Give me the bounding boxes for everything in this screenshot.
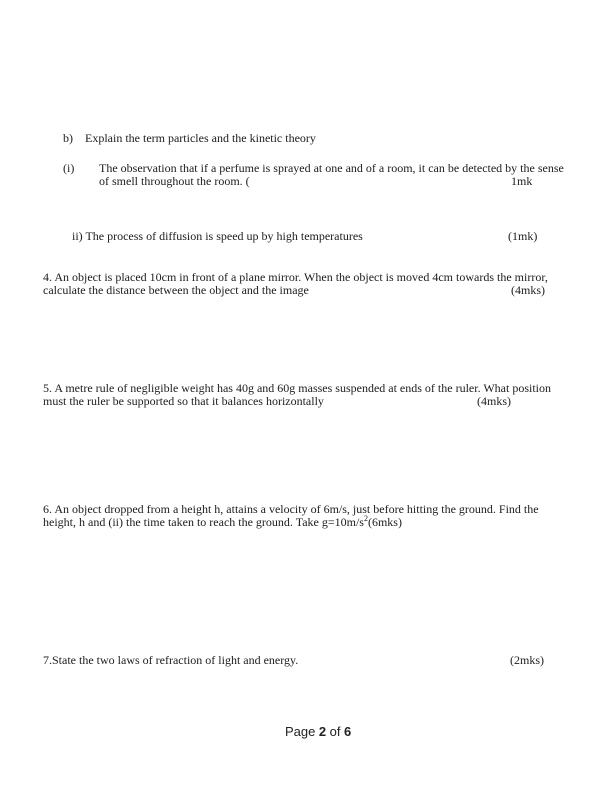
page-footer [285,725,351,739]
item-i-marks: 1mk [511,174,533,189]
item-ii-marks: (1mk) [508,229,538,244]
footer-page-number: 2 [318,724,327,739]
part-b-label: b) [63,131,73,145]
item-i-label: (i) [63,161,75,175]
q5-line1: 5. A metre rule of negligible weight has 40g and 60g masses suspended at ends of the ruler. What position [43,381,552,395]
question-item-ii [72,230,612,243]
item-ii-text: ii) The process of diffusion is speed up by high temperatures [72,229,363,244]
part-b-text: Explain the term particles and the kinetic theory [85,131,316,145]
q4-line1: 4. An object is placed 10cm in front of a plane mirror. When the object is moved 4cm towards the mirror, [43,270,548,284]
q4-line2 [43,284,548,297]
question-5 [43,382,551,409]
q5-marks: (4mks) [477,394,511,409]
footer-word-page: Page [285,724,316,739]
q4-marks: (4mks) [511,283,545,298]
q6-line2-text: height, h and (ii) the time taken to reach the ground. Take g=10m/s [43,515,364,530]
question-part-b [63,132,612,145]
q5-line2-text: must the ruler be supported so that it balances horizontally [43,394,324,409]
q7-marks: (2mks) [510,652,544,667]
item-i-line1: The observation that if a perfume is sprayed at one and of a room, it can be detected by the sense [99,161,564,175]
q5-line2 [43,395,551,408]
footer-word-of: of [329,724,341,739]
question-4 [43,271,548,298]
question-7 [43,654,612,667]
q6-line2 [43,516,539,529]
q6-line2-marks: (6mks) [367,515,402,530]
q6-line1: 6. An object dropped from a height h, attains a velocity of 6m/s, just before hitting the ground. Find the [43,502,539,516]
question-item-i [63,162,564,189]
question-6 [43,503,539,530]
q6-superscript: 2 [363,514,368,524]
q7-text: 7.State the two laws of refraction of light and energy. [43,652,299,667]
item-i-line2 [99,175,564,188]
item-i-line2-text: of smell throughout the room. ( [99,174,250,189]
q4-line2-text: calculate the distance between the object and the image [43,283,309,298]
footer-total-pages: 6 [343,724,352,739]
